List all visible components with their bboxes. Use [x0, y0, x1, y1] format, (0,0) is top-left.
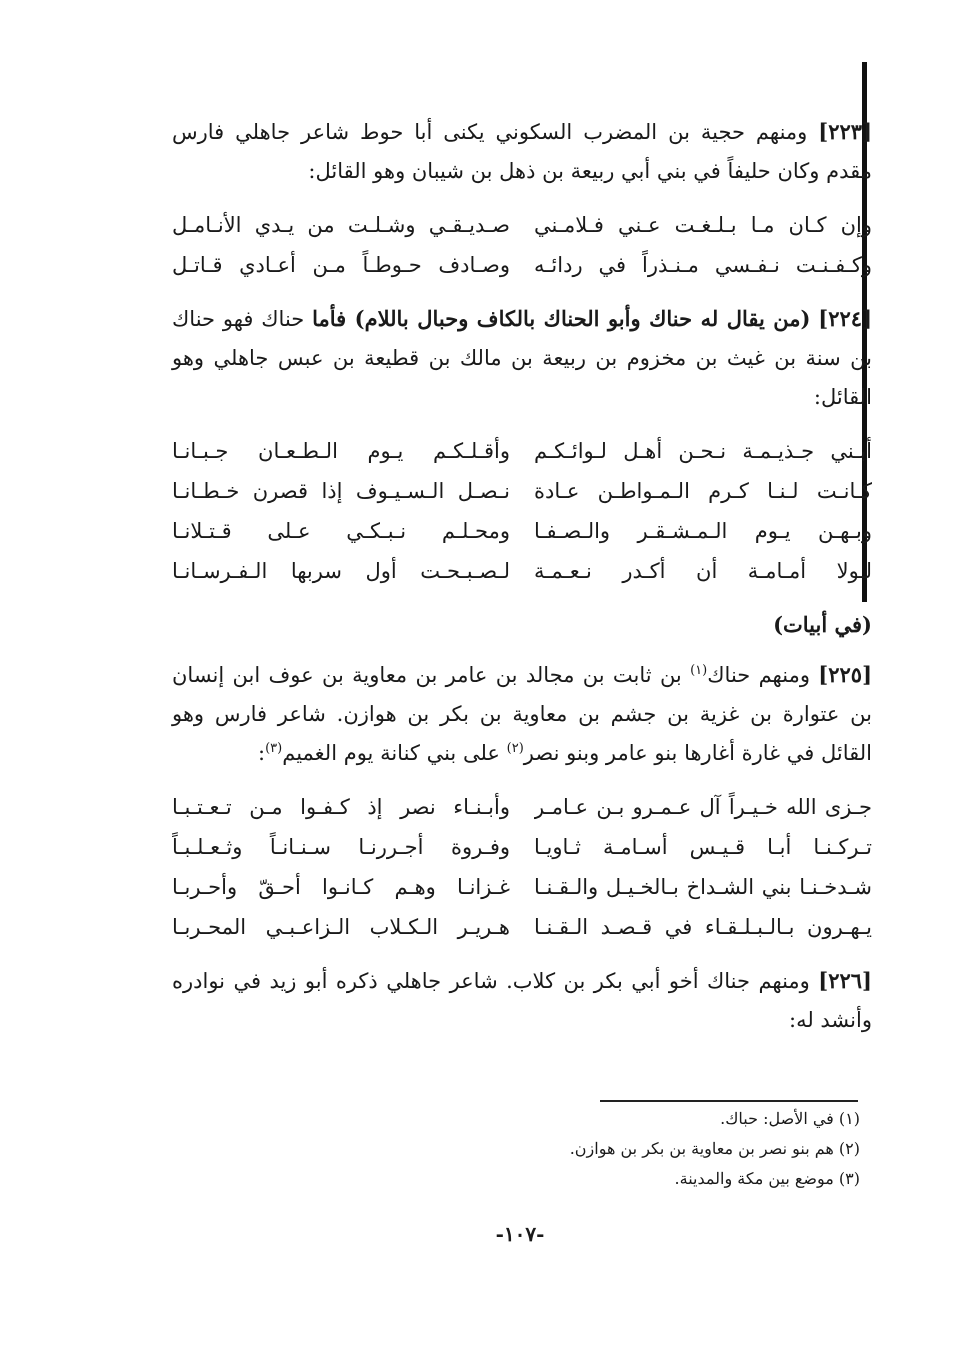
poem-223 — [172, 205, 872, 285]
verse — [172, 205, 872, 245]
verse — [172, 787, 872, 827]
verse — [172, 245, 872, 285]
entry-number: [٢٢٥] — [818, 662, 873, 687]
verse-first-hemistich: وكـفـنـت نـفـسي مـنـذراً في ردائـه — [534, 253, 872, 277]
footnote-divider — [600, 1100, 858, 1102]
verse-first-hemistich: أبـني جـذيـمـة نـحـن أهـل لـوائـكـم — [534, 439, 872, 463]
verse-second-hemistich: وفـروة أجـررنـا سـنـانـاً وثـعـلـبـاً — [172, 835, 510, 859]
footnote: (٢) هم بنو نصر بن معاوية بن بكر بن هوازن. — [569, 1139, 860, 1158]
verse-first-hemistich: شـدخـنـا بني الشـداخ بـالخـيـل والـقـنـا — [534, 875, 872, 899]
verse — [172, 867, 872, 907]
verse — [172, 907, 872, 947]
entry-223 — [172, 112, 872, 191]
footnote-ref: (٣) — [265, 741, 283, 756]
verse-first-hemistich: وإن كـان مـا بـلـغـت عـني فـلامـني — [534, 213, 872, 237]
entry-number: [٢٢٤] — [818, 306, 872, 331]
entry-number: [٢٢٦] — [818, 968, 872, 993]
footnotes — [300, 1104, 860, 1194]
verse-first-hemistich: جـزى الله خـيـراً آل عـمـرو بـن عـامـر — [534, 795, 872, 819]
verse-second-hemistich: غـزانـا وهـم كـانـوا أحـقّ وأحـربـا — [172, 875, 510, 899]
section-heading: (في أبيات) — [773, 612, 872, 637]
verse-first-hemistich: يـهـرون بـالـبـلـقـاء في قـصـد الـقـنـا — [534, 915, 872, 939]
verse-second-hemistich: هـريـر الـكـلاب الـزاعـبـي المحـربـا — [172, 915, 510, 939]
verse — [172, 551, 872, 591]
verse-first-hemistich: وبـهـن يـوم الـمـشـقـر والـصـفـا — [534, 519, 872, 543]
verse-second-hemistich: نـصـل الـسـيـوف إذا قصرن خـطـانـا — [172, 479, 510, 503]
footnote-ref: (١) — [690, 663, 708, 678]
verse-first-hemistich: تـركـنـا أبـا قـيـس أسـامـة ثـاويـا — [534, 835, 872, 859]
entry-text: بن ثابت بن مجالد بن عامر بن معاوية بن عوف ابن إنسان بن عتوارة بن غزية بن جشم بن معاوية بن بكر بن هوازن. شاعر فارس وهو القائل في غارة أغارها بنو عامر وبنو نصر — [172, 663, 872, 765]
entry-text: ومنهم حجية بن المضرب السكوني يكنى أبا حوط شاعر جاهلي فارس مقدم وكان حليفاً في بني أبي ربيعة بن ذهل بن شيبان وهو القائل: — [172, 120, 872, 183]
poem-224 — [172, 431, 872, 591]
entry-text: حناك فهو حناك بن سنة بن غيث بن مخزوم بن ربيعة بن مالك بن قطيعة بن عبس جاهلي وهو القائل: — [172, 307, 872, 409]
verse — [172, 511, 872, 551]
verse-second-hemistich: ومحـلـم نـبـكـي عـلى قـتـلانـا — [172, 519, 510, 543]
verse — [172, 827, 872, 867]
verse-first-hemistich: كـانـت لـنـا كـرم الـمـواطـن عـادة — [534, 479, 872, 503]
entry-text: ومنهم جناك أخو أبي بكر بن كلاب. شاعر جاهلي ذكره أبو زيد في نوادره وأنشد له: — [172, 969, 872, 1032]
entry-224 — [172, 299, 872, 417]
verse-second-hemistich: صـديـقـي وشـلـت من يـدي الأنـامـل — [172, 213, 510, 237]
verse-second-hemistich: وصـادف حـوطـاً مـن أعـادي قـاتـل — [172, 253, 510, 277]
entry-heading: (من يقال له حناك وأبو الحناك بالكاف وحبال باللام) فأما — [312, 306, 811, 331]
verse-first-hemistich: لـولا أمـامـة أن أكـدر نـعـمـة — [534, 559, 872, 583]
entry-226 — [172, 961, 872, 1040]
verse — [172, 431, 872, 471]
footnote: (٣) موضع بين مكة والمدينة. — [674, 1169, 860, 1188]
verse-second-hemistich: وأقـلـكـم يـوم الـطـعـان جـبـانـا — [172, 439, 510, 463]
entry-text: على بني كنانة يوم الغميم — [282, 741, 507, 765]
verse-second-hemistich: لـصـبـحـت أول سربها الـفـرسـانـا — [172, 559, 510, 583]
page-body — [172, 112, 872, 1040]
entry-text: ومنهم حناك — [707, 663, 810, 687]
verse-second-hemistich: وأبـنـاء نصر إذ كـفـوا مـن تـعـتـبـا — [172, 795, 510, 819]
entry-225 — [172, 655, 872, 773]
page-number: -١٠٧- — [495, 1222, 545, 1246]
entry-text: : — [258, 741, 266, 765]
verse — [172, 471, 872, 511]
entry-number: [٢٢٣] — [818, 119, 872, 144]
footnote: (١) في الأصل: حباك. — [720, 1109, 860, 1128]
poem-225 — [172, 787, 872, 947]
footnote-ref: (٢) — [506, 741, 524, 756]
